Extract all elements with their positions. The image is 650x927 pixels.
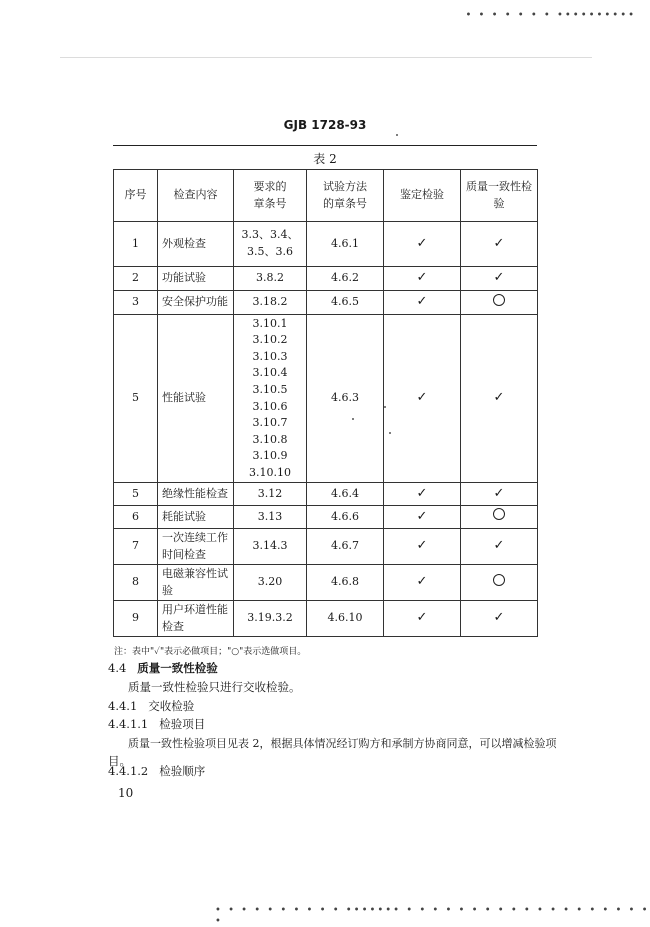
cell-qual — [384, 506, 461, 529]
table-top-rule — [113, 145, 537, 146]
check-mark-icon: ✓ — [416, 538, 428, 554]
section-title: 质量一致性检验 — [137, 661, 218, 675]
scan-speck — [396, 134, 398, 136]
column-header: 试验方法 的章条号 — [307, 170, 384, 222]
cell-no: 5 — [114, 483, 158, 506]
cell-no: 8 — [114, 565, 158, 601]
section-title: 检验项目 — [159, 717, 206, 731]
cell-req: 3.20 — [234, 565, 307, 601]
table-row — [114, 483, 538, 506]
check-mark-icon: ✓ — [493, 270, 505, 286]
optional-circle-icon — [493, 574, 505, 586]
check-mark-icon: ✓ — [493, 235, 505, 251]
check-mark-icon: ✓ — [416, 574, 428, 590]
cell-qual — [384, 315, 461, 483]
check-mark-icon: ✓ — [416, 270, 428, 286]
inspection-table-body — [114, 170, 538, 637]
check-mark-icon: ✓ — [493, 485, 505, 501]
cell-conf — [461, 565, 538, 601]
section-4-4-1-heading — [108, 698, 194, 714]
cell-item: 一次连续工作 时间检查 — [158, 529, 234, 565]
table-row — [114, 291, 538, 315]
section-number: 4.4.1.2 — [108, 764, 149, 778]
cell-no: 5 — [114, 315, 158, 483]
cell-req: 3.3、3.4、 3.5、3.6 — [234, 222, 307, 267]
cell-item: 电磁兼容性试 验 — [158, 565, 234, 601]
cell-no: 3 — [114, 291, 158, 315]
cell-no: 2 — [114, 267, 158, 291]
cell-method: 4.6.3 — [307, 315, 384, 483]
section-4-4-1-2-heading — [108, 763, 205, 779]
section-4-4-1-1-heading — [108, 716, 205, 732]
scan-speck — [352, 418, 354, 420]
section-number: 4.4 — [108, 661, 127, 675]
check-mark-icon: ✓ — [416, 508, 428, 524]
cell-no: 7 — [114, 529, 158, 565]
cell-method: 4.6.6 — [307, 506, 384, 529]
cell-req: 3.10.1 3.10.2 3.10.3 3.10.4 3.10.5 3.10.6 3.10.7 3.10.8 3.10.9 3.10.10 — [234, 315, 307, 483]
section-4-4-1-1-body-line2: 目。 — [108, 754, 131, 768]
cell-qual — [384, 222, 461, 267]
column-header: 鉴定检验 — [384, 170, 461, 222]
column-header: 要求的 章条号 — [234, 170, 307, 222]
check-mark-icon: ✓ — [416, 294, 428, 310]
cell-conf — [461, 267, 538, 291]
section-title: 交收检验 — [148, 699, 195, 713]
cell-item: 用户环道性能 检查 — [158, 601, 234, 637]
check-mark-icon: ✓ — [416, 485, 428, 501]
check-mark-icon: ✓ — [493, 390, 505, 406]
section-4-4-heading — [108, 660, 218, 676]
scan-dots-bottom: • • • • • • • • • • ••••••• • • • • • • • • • • • • • • • • • • • • — [215, 905, 650, 927]
cell-item: 性能试验 — [158, 315, 234, 483]
cell-qual — [384, 529, 461, 565]
cell-item: 绝缘性能检查 — [158, 483, 234, 506]
check-mark-icon: ✓ — [493, 610, 505, 626]
cell-conf — [461, 222, 538, 267]
check-mark-icon: ✓ — [493, 538, 505, 554]
standard-number: GJB 1728-93 — [283, 118, 367, 132]
cell-req: 3.19.3.2 — [234, 601, 307, 637]
cell-qual — [384, 601, 461, 637]
cell-req: 3.13 — [234, 506, 307, 529]
column-header: 质量一致性检验 — [461, 170, 538, 222]
inspection-table — [113, 169, 538, 637]
table-row — [114, 601, 538, 637]
header-rule — [60, 57, 592, 58]
cell-method: 4.6.4 — [307, 483, 384, 506]
scan-dots-top: • • • • • • • •••••••••• — [465, 10, 636, 21]
cell-conf — [461, 601, 538, 637]
cell-method: 4.6.8 — [307, 565, 384, 601]
table-row — [114, 222, 538, 267]
cell-req: 3.14.3 — [234, 529, 307, 565]
cell-no: 6 — [114, 506, 158, 529]
cell-item: 安全保护功能 — [158, 291, 234, 315]
cell-item: 外观检查 — [158, 222, 234, 267]
section-title: 检验顺序 — [159, 764, 206, 778]
cell-qual — [384, 565, 461, 601]
optional-circle-icon — [493, 294, 505, 306]
table-header-row — [114, 170, 538, 222]
cell-qual — [384, 483, 461, 506]
scan-speck — [389, 432, 391, 434]
cell-req: 3.18.2 — [234, 291, 307, 315]
cell-qual — [384, 267, 461, 291]
cell-method: 4.6.10 — [307, 601, 384, 637]
cell-conf — [461, 315, 538, 483]
table-note: 注：表中"✓"表示必做项目；"○"表示选做项目。 — [114, 647, 307, 657]
cell-conf — [461, 483, 538, 506]
page-number: 10 — [118, 786, 134, 800]
table-row — [114, 267, 538, 291]
section-4-4-body: 质量一致性检验只进行交收检验。 — [128, 680, 301, 694]
check-mark-icon: ✓ — [416, 235, 428, 251]
optional-circle-icon — [493, 508, 505, 520]
cell-req: 3.8.2 — [234, 267, 307, 291]
cell-qual — [384, 291, 461, 315]
table-row — [114, 529, 538, 565]
column-header: 检查内容 — [158, 170, 234, 222]
table-row — [114, 565, 538, 601]
cell-item: 耗能试验 — [158, 506, 234, 529]
section-number: 4.4.1.1 — [108, 717, 149, 731]
cell-method: 4.6.2 — [307, 267, 384, 291]
table-title: 表 2 — [313, 152, 337, 166]
section-4-4-1-1-body-line1: 质量一致性检验项目见表 2，根据具体情况经订购方和承制方协商同意，可以增减检验项 — [128, 737, 557, 750]
cell-conf — [461, 529, 538, 565]
scan-speck — [384, 406, 386, 408]
check-mark-icon: ✓ — [416, 390, 428, 406]
cell-method: 4.6.7 — [307, 529, 384, 565]
cell-item: 功能试验 — [158, 267, 234, 291]
table-row — [114, 315, 538, 483]
cell-method: 4.6.5 — [307, 291, 384, 315]
cell-method: 4.6.1 — [307, 222, 384, 267]
check-mark-icon: ✓ — [416, 610, 428, 626]
cell-req: 3.12 — [234, 483, 307, 506]
cell-conf — [461, 291, 538, 315]
column-header: 序号 — [114, 170, 158, 222]
section-number: 4.4.1 — [108, 699, 138, 713]
cell-no: 1 — [114, 222, 158, 267]
cell-conf — [461, 506, 538, 529]
cell-no: 9 — [114, 601, 158, 637]
table-row — [114, 506, 538, 529]
